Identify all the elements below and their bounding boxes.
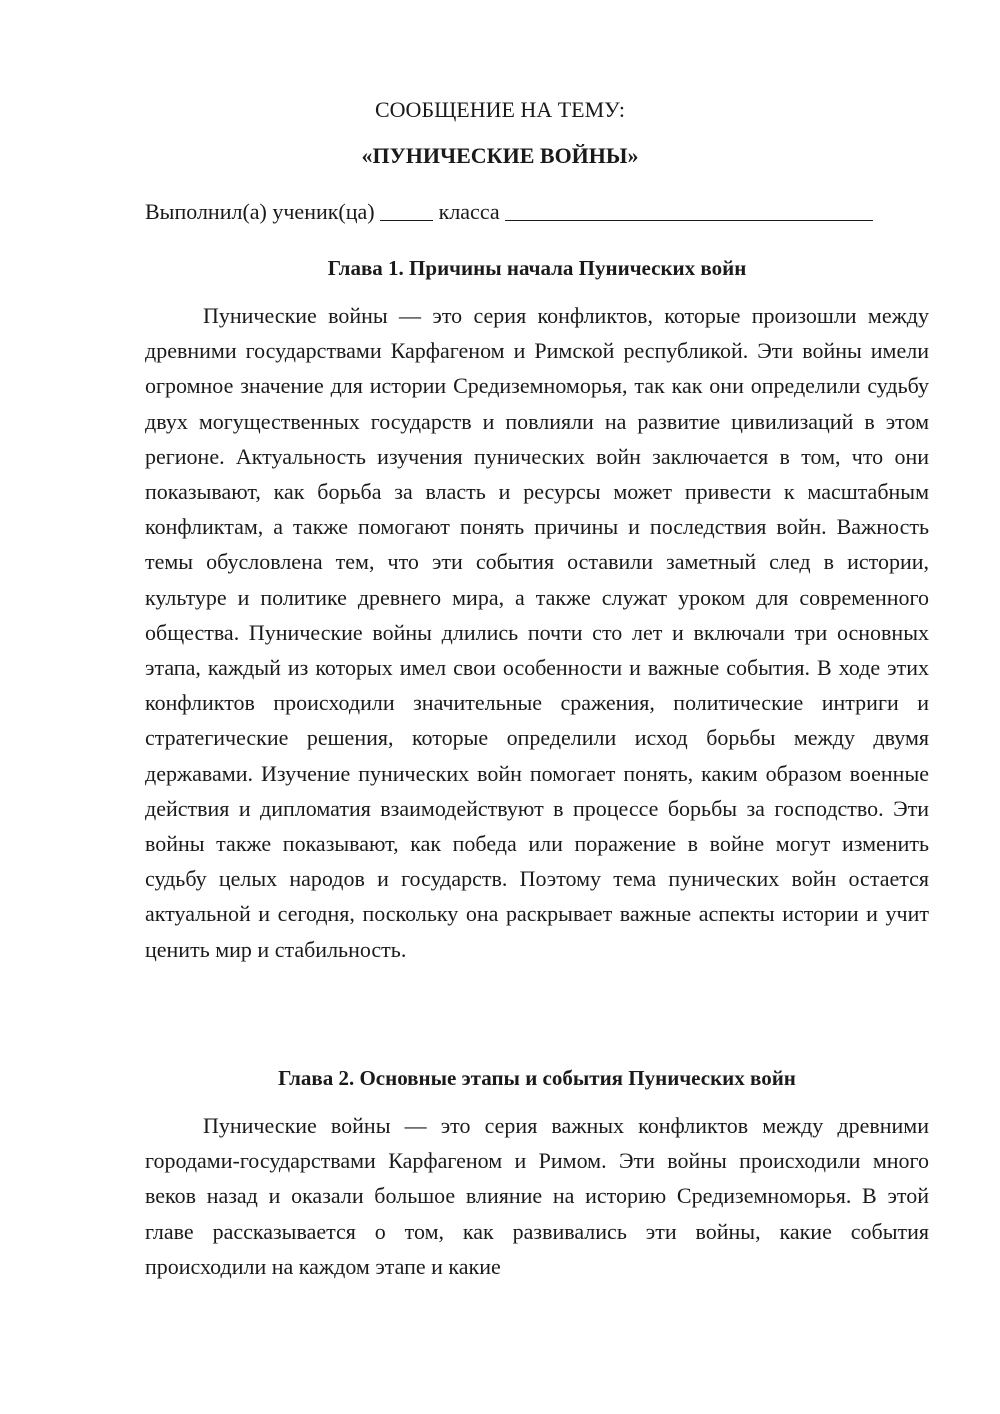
chapter-1-heading: Глава 1. Причины начала Пунических войн bbox=[327, 256, 747, 280]
chapter-2-paragraph: Пунические войны — это серия важных конфликтов между древними городами-государствами Карфагеном и Римом. Эти войны происходили много веков назад и оказали большое влияние на историю Средиземноморья. В этой главе рассказывается о том, как развивались эти войны, какие события происходили на каждом этапе и какие bbox=[145, 1113, 929, 1279]
chapter-2-heading: Глава 2. Основные этапы и события Пунических войн bbox=[278, 1066, 796, 1090]
topic-line: СООБЩЕНИЕ НА ТЕМУ: bbox=[375, 97, 625, 122]
document-title: «ПУНИЧЕСКИЕ ВОЙНЫ» bbox=[361, 143, 639, 168]
author-name-blank bbox=[505, 198, 873, 221]
author-label: Выполнил(а) ученик(ца) bbox=[145, 199, 375, 224]
chapter-1-paragraph: Пунические войны — это серия конфликтов, которые произошли между древними государствами Карфагеном и Римской республикой. Эти войны имели огромное значение для истории Средиземноморья, так как они определили судьбу двух могущественных государств и повлияли на развитие цивилизаций в этом регионе. Актуальность изучения пунических войн заключается в том, что они показывают, как борьба за власть и ресурсы может привести к масштабным конфликтам, а также помогают понять причины и последствия войн. Важность темы обусловлена тем, что эти события оставили заметный след в истории, культуре и политике древнего мира, а также служат уроком для современного общества. Пунические войны длились почти сто лет и включали три основных этапа, каждый из которых имел свои особенности и важные события. В ходе этих конфликтов происходили значительные сражения, политические интриги и стратегические решения, которые определили исход борьбы между двумя державами. Изучение пунических войн помогает понять, каким образом военные действия и дипломатия взаимодействуют в процессе борьбы за господство. Эти войны также показывают, как победа или поражение в войне могут изменить судьбу целых народов и государств. Поэтому тема пунических войн остается актуальной и сегодня, поскольку она раскрывает важные аспекты истории и учит ценить мир и стабильность. bbox=[145, 303, 929, 962]
class-label: класса bbox=[438, 199, 500, 224]
author-line bbox=[145, 197, 935, 227]
class-number-blank bbox=[380, 198, 433, 221]
